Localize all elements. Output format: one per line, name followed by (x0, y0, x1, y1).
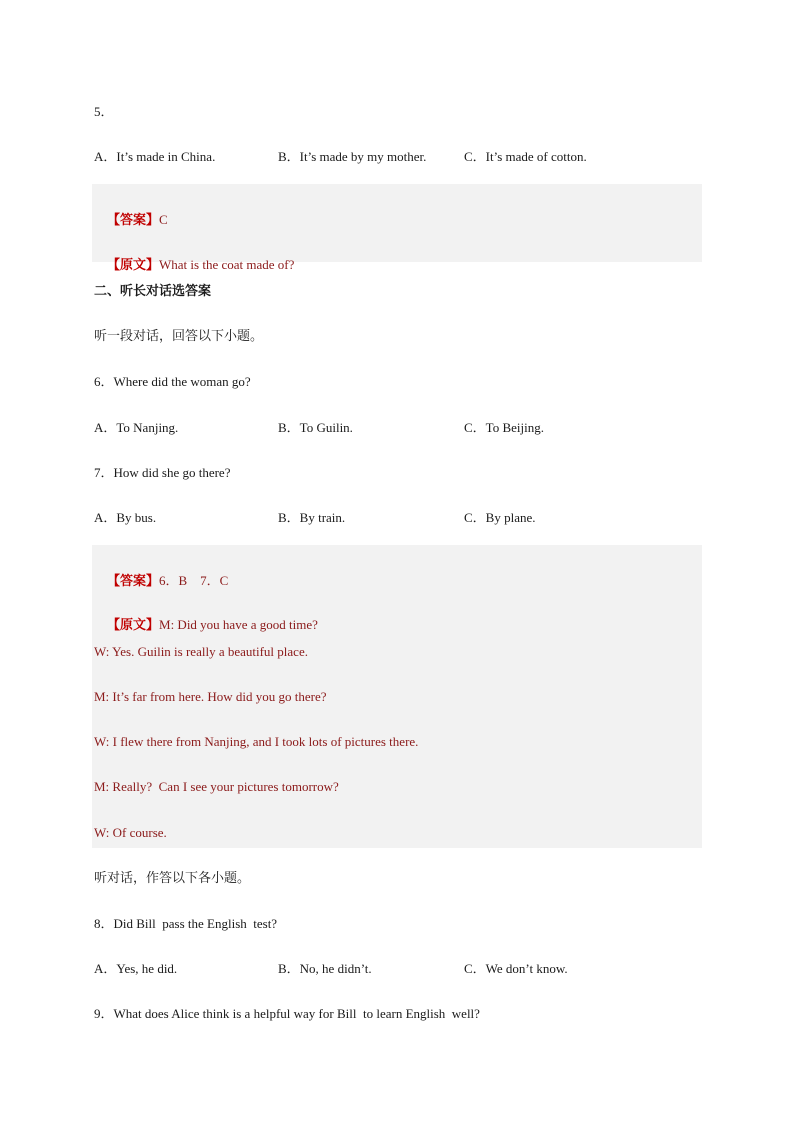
question-7: 7．How did she go there? (94, 465, 231, 480)
answer-tag: 【答案】 (107, 213, 160, 228)
dialogue-line-3: M: It’s far from here. How did you go there? (94, 689, 327, 704)
q6-7-answer: 6．B 7．C (159, 573, 229, 588)
section-2-instruction-1: 听一段对话，回答以下小题。 (94, 329, 264, 344)
question-6: 6．Where did the woman go? (94, 374, 251, 389)
q8-option-a: A．Yes, he did. (94, 961, 178, 976)
q7-option-c: C．By plane. (464, 510, 536, 525)
dialogue-line-6: W: Of course. (94, 825, 167, 840)
section-2-title: 二、听长对话选答案 (94, 284, 212, 299)
script-tag: 【原文】 (107, 618, 160, 633)
question-5-number: 5． (94, 104, 114, 119)
section-2-instruction-2: 听对话，作答以下各小题。 (94, 871, 251, 886)
q5-option-a: A．It’s made in China. (94, 149, 216, 164)
q6-option-b: B．To Guilin. (278, 420, 353, 435)
q8-option-c: C．We don’t know. (464, 961, 568, 976)
q5-option-b: B．It’s made by my mother. (278, 149, 427, 164)
question-9: 9．What does Alice think is a helpful way for Bill to learn English well? (94, 1006, 480, 1021)
q6-7-answer-box (92, 545, 702, 848)
q5-answer-box (92, 184, 702, 273)
q5-script: What is the coat made of? (159, 257, 295, 272)
q7-option-b: B．By train. (278, 510, 346, 525)
dialogue-line-2: W: Yes. Guilin is really a beautiful place. (94, 644, 308, 659)
dialogue-text-1: M: Did you have a good time? (159, 617, 318, 632)
dialogue-line-4: W: I flew there from Nanjing, and I took lots of pictures there. (94, 734, 419, 749)
q6-option-a: A．To Nanjing. (94, 420, 179, 435)
q5-answer: C (159, 212, 168, 227)
q6-option-c: C．To Beijing. (464, 420, 544, 435)
q7-option-a: A．By bus. (94, 510, 157, 525)
dialogue-line-5: M: Really? Can I see your pictures tomorrow? (94, 779, 339, 794)
script-tag: 【原文】 (107, 258, 160, 273)
question-8: 8．Did Bill pass the English test? (94, 916, 278, 931)
q5-option-c: C．It’s made of cotton. (464, 149, 587, 164)
answer-tag: 【答案】 (107, 574, 160, 589)
q8-option-b: B．No, he didn’t. (278, 961, 372, 976)
